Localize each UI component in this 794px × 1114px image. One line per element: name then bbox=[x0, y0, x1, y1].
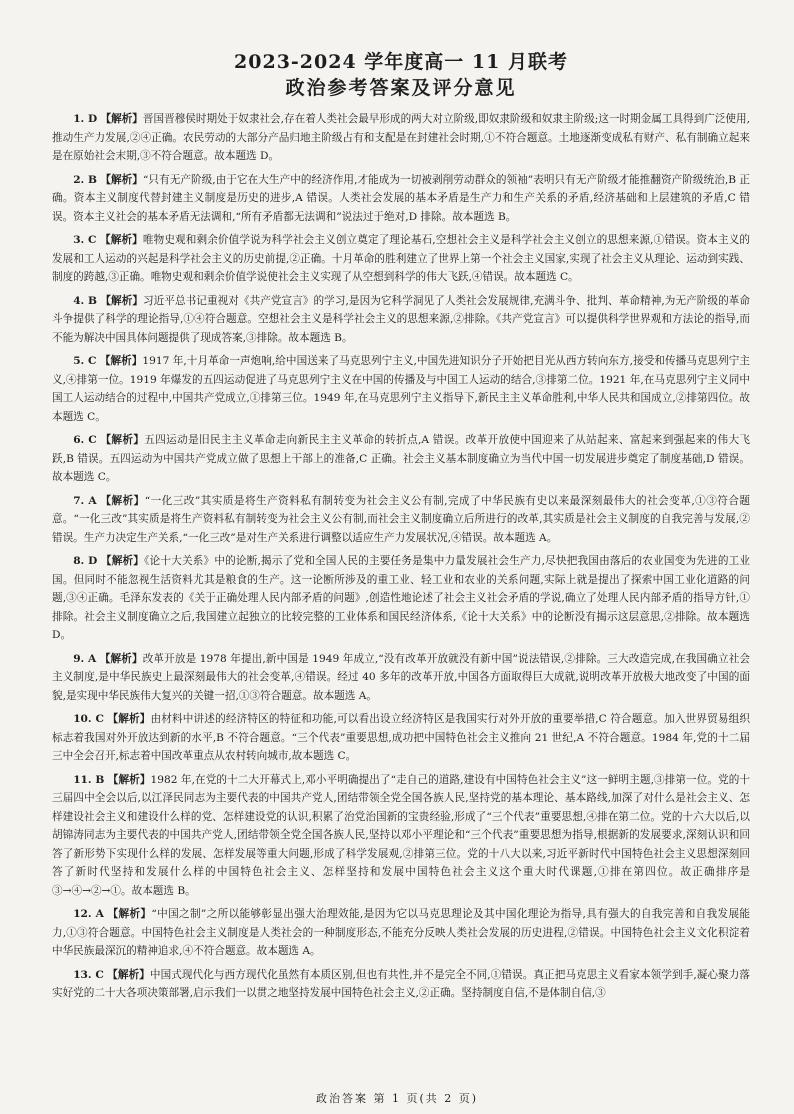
answer-item bbox=[52, 650, 750, 706]
answer-item bbox=[52, 431, 750, 487]
answer-text: 1917 年,十月革命一声炮响,给中国送来了马克思列宁主义,中国先进知识分子开始把目光从西方转向东方,接受和传播马克思列宁主义,④排第一位。1919 年爆发的五四运动促进了马克思列宁主义在中国的传播及与中国工人运动的结合,③排第二位。1921 年,在马克思列宁主义同中国工人运动结合的过程中,中国共产党成立,①排第三位。1949 年,在马克思列宁主义指导下,新民主主义革命胜利,中华人民共和国成立,②排第四位。故本题选 C。 bbox=[52, 355, 751, 423]
answer-number: 6. C bbox=[73, 434, 97, 446]
analysis-tag: 【解析】 bbox=[99, 355, 143, 367]
analysis-tag: 【解析】 bbox=[107, 968, 150, 981]
answer-text: 唯物史观和剩余价值学说为科学社会主义创立奠定了理论基石,空想社会主义是科学社会主义创立的思想来源,①错误。资本主义的发展和工人运动的兴起是科学社会主义的历史前提,②正确。十月革命的胜利建立了世界上第一个社会主义国家,实现了社会主义从理论、运动到实践、制度的跨越,③正确。唯物史观和剩余价值学说使社会主义实现了从空想到科学的伟大飞跃,④错误。故本题选 C。 bbox=[52, 234, 751, 283]
answer-list bbox=[52, 110, 750, 1003]
answer-text: 五四运动是旧民主主义革命走向新民主主义革命的转折点,A 错误。改革开放使中国迎来了从站起来、富起来到强起来的伟大飞跃,B 错误。五四运动为中国共产党成立做了思想上干部上的准备,C 正确。社会主义基本制度确立为当代中国一切发展进步奠定了制度基础,D 错误。故本题选 C。 bbox=[52, 434, 751, 483]
answer-text: 由材料中讲述的经济特区的特征和功能,可以看出设立经济特区是我国实行对外开放的重要举措,C 符合题意。加入世界贸易组织标志着我国对外开放达到新的水平,B 不符合题意。“三个代表”重要思想,成功把中国特色社会主义推向 21 世纪,A 不符合题意。1984 年,党的十二届三中全会召开,标志着中国改革重点从农村转向城市,故本题选 C。 bbox=[52, 713, 750, 762]
page-footer: 政治答案 第 1 页(共 2 页) bbox=[315, 1092, 479, 1105]
answer-item bbox=[52, 905, 750, 961]
analysis-tag: 【解析】 bbox=[107, 908, 152, 920]
analysis-tag: 【解析】 bbox=[100, 434, 145, 446]
answer-text: “中国之制”之所以能够彰显出强大治理效能,是因为它以马克思理论及其中国化理论为指导,具有强大的自我完善和自我发展能力,①③符合题意。中国特色社会主义制度是人类社会的一种制度形态,不能充分反映人类社会发展的历史进程,②错误。中国特色社会主义文化积淀着中华民族最深沉的精神追求,④不符合题意。故本题选 A。 bbox=[52, 908, 751, 957]
answer-number: 3. C bbox=[73, 234, 97, 246]
answer-item bbox=[52, 352, 750, 426]
answer-text: 1982 年,在党的十二大开幕式上,邓小平明确提出了“走自己的道路,建设有中国特色社会主义”这一鲜明主题,③排第一位。党的十三届四中全会以后,以江泽民同志为主要代表的中国共产党人,团结带领全党全国各族人民,坚持党的基本理论、基本路线,加深了对什么是社会主义、怎样建设社会主义和建设什么样的党、怎样建设党的认识,积累了治党治国新的宝贵经验,形成了“三个代表”重要思想,④排在第二位。党的十六大以后,以胡锦涛同志为主要代表的中国共产党人,团结带领全党全国各族人民,坚持以邓小平理论和“三个代表”重要思想为指导,根据新的发展要求,深刻认识和回答了新形势下实现什么样的发展、怎样发展等重大问题,形成了科学发展观,②排第三位。党的十八大以来,习近平新时代中国特色社会主义思想深刻回答了新时代坚持和发展什么样的中国特色社会主义、怎样坚持和发展中国特色社会主义这个重大时代课题,①排在第四位。故正确排序是③→④→②→①。故本题选 B。 bbox=[52, 773, 751, 897]
answer-text: 习近平总书记重视对《共产党宣言》的学习,是因为它科学洞见了人类社会发展规律,充满斗争、批判、革命精神,为无产阶级的革命斗争提供了科学的理论指导,①④符合题意。空想社会主义是科学社会主义的思想来源,②排除。《共产党宣言》可以提供科学世界观和方法论的指导,而不能为解决中国具体问题提供了现成答案,③排除。故本题选 B。 bbox=[52, 294, 750, 344]
answer-text: “一化三改”其实质是将生产资料私有制转变为社会主义公有制,完成了中华民族有史以来最深刻最伟大的社会变革,①③符合题意。“一化三改”其实质是将生产资料私有制转变为社会主义公有制,而社会主义制度确立后所进行的改革,其实质是社会主义制度的自我完善与发展,②错误。生产力决定生产关系,“一化三改”是对生产关系进行调整以适应生产力发展状况,④错误。故本题选 A。 bbox=[52, 494, 750, 544]
answer-number: 11. B bbox=[73, 773, 105, 786]
answer-text: “只有无产阶级,由于它在大生产中的经济作用,才能成为一切被剥削劳动群众的领袖”表明只有无产阶级才能推翻资产阶级统治,B 正确。资本主义制度代替封建主义制度是历史的进步,A 错误。人类社会发展的基本矛盾是生产力和生产关系的矛盾,经济基础和上层建筑的矛盾,C 错误。资本主义社会的基本矛盾无法调和,“所有矛盾都无法调和”说法过于绝对,D 排除。故本题选 B。 bbox=[52, 173, 750, 223]
answer-number: 5. C bbox=[73, 355, 97, 367]
answer-item bbox=[52, 966, 750, 1003]
answer-number: 2. B bbox=[73, 173, 97, 186]
analysis-tag: 【解析】 bbox=[107, 773, 151, 786]
answer-number: 8. D bbox=[73, 555, 98, 567]
answer-item bbox=[52, 710, 750, 766]
answer-text: 改革开放是 1978 年提出,新中国是 1949 年成立,“没有改革开放就没有新中国”说法错误,②排除。三大改造完成,在我国确立社会主义制度,是中华民族史上最深刻最伟大的社会变革,④错误。经过 40 多年的改革开放,中国各方面取得巨大成就,说明改革开放极大地改变了中国的面貌,是实现中华民族伟大复兴的关键一招,①③符合题意。故本题选 A。 bbox=[52, 652, 751, 702]
page-title: 2023-2024 学年度高一 11 月联考 bbox=[234, 51, 568, 73]
answer-number: 1. D bbox=[73, 113, 98, 125]
analysis-tag: 【解析】 bbox=[100, 294, 144, 307]
answer-number: 7. A bbox=[73, 494, 97, 507]
answer-item bbox=[52, 171, 750, 227]
answer-number: 13. C bbox=[73, 968, 104, 981]
analysis-tag: 【解析】 bbox=[100, 555, 145, 567]
answer-item bbox=[52, 552, 750, 645]
analysis-tag: 【解析】 bbox=[99, 652, 143, 665]
analysis-tag: 【解析】 bbox=[100, 173, 143, 186]
answer-number: 12. A bbox=[73, 908, 104, 920]
page-subtitle: 政治参考答案及评分意见 bbox=[285, 77, 517, 99]
answer-text: 中国式现代化与西方现代化虽然有本质区别,但也有共性,并不是完全不同,①错误。真正把马克思主义看家本领学到手,凝心聚力落实好党的二十大各项决策部署,启示我们一以贯之地坚持发展中国特色社会主义,②正确。坚持制度自信,不是体制自信,③ bbox=[52, 968, 750, 999]
analysis-tag: 【解析】 bbox=[100, 494, 145, 507]
answer-number: 4. B bbox=[73, 294, 97, 307]
analysis-tag: 【解析】 bbox=[107, 713, 151, 725]
answer-item bbox=[52, 110, 750, 166]
answer-item bbox=[52, 771, 750, 901]
analysis-tag: 【解析】 bbox=[100, 113, 143, 125]
answer-number: 10. C bbox=[73, 713, 104, 725]
analysis-tag: 【解析】 bbox=[100, 234, 143, 246]
answer-item bbox=[52, 231, 750, 287]
answer-text: 《论十大关系》中的论断,揭示了党和全国人民的主要任务是集中力量发展社会生产力,尽快把我国由落后的农业国变为先进的工业国。但同时不能忽视生活资料尤其是粮食的生产。这一论断所涉及的重工业、轻工业和农业的关系问题,实际上就是提出了探索中国工业化道路的问题,③④正确。毛泽东发表的《关于正确处理人民内部矛盾的问题》,创造性地论述了社会主义社会矛盾的学说,确立了处理人民内部矛盾的指导方针,①排除。社会主义制度确立之后,我国建立起独立的比较完整的工业体系和国民经济体系,《论十大关系》中的论断没有揭示这层意思,②排除。故本题选 D。 bbox=[52, 555, 751, 641]
answer-item bbox=[52, 292, 750, 348]
answer-number: 9. A bbox=[73, 652, 97, 665]
answer-item bbox=[52, 492, 750, 548]
answer-text: 晋国晋穆侯时期处于奴隶社会,存在着人类社会最早形成的两大对立阶级,即奴隶阶级和奴隶主阶级;这一时期金属工具得到广泛使用,推动生产力发展,②④正确。农民劳动的大部分产品归地主阶级占有和支配是在封建社会时期,①不符合题意。土地逐渐变成私有财产、私有制确立起来是在原始社会末期,③不符合题意。故本题选 D。 bbox=[52, 113, 750, 162]
